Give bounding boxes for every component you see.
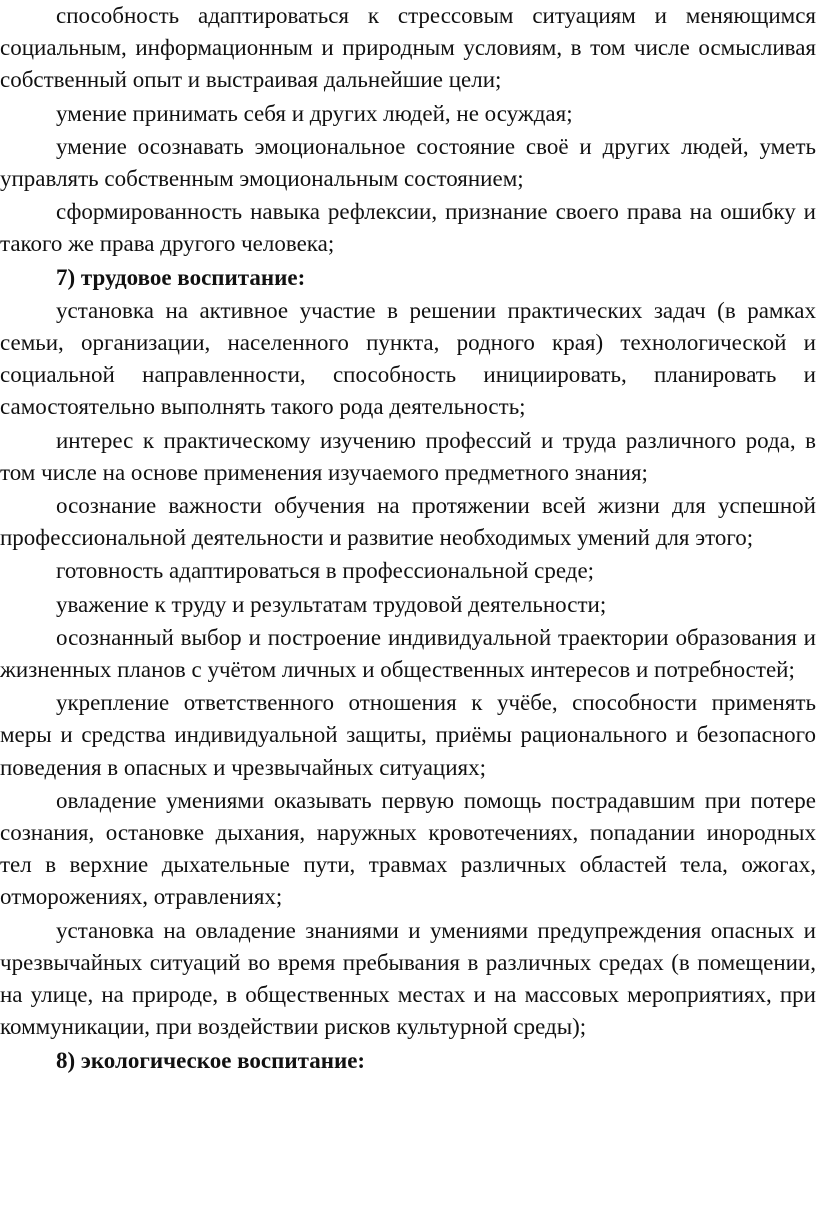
paragraph: установка на овладение знаниями и умениями предупреждения опасных и чрезвычайных ситуаций во время пребывания в различных средах (в помещении, на улице, на природе, в общественных местах и на массовых мероприятиях, при коммуникации, при воздействии рисков культурной среды); (0, 917, 816, 1040)
paragraph: умение принимать себя и других людей, не осуждая; (56, 100, 573, 126)
section-heading: 7) трудовое воспитание: (56, 264, 306, 290)
paragraph: готовность адаптироваться в профессиональной среде; (56, 558, 595, 584)
paragraph: интерес к практическому изучению профессий и труда различного рода, в том числе на основе применения изучаемого предметного знания; (0, 427, 816, 485)
paragraph: установка на активное участие в решении практических задач (в рамках семьи, организации, населенного пункта, родного края) технологической и социальной направленности, способность инициировать, планировать и самостоятельно выполнять такого рода деятельность; (0, 297, 816, 420)
paragraph: умение осознавать эмоциональное состояние своё и других людей, уметь управлять собственным эмоциональным состоянием; (0, 133, 816, 192)
paragraph: сформированность навыка рефлексии, признание своего права на ошибку и такого же права другого человека; (0, 199, 816, 257)
paragraph: уважение к труду и результатам трудовой деятельности; (56, 591, 607, 617)
paragraph: осознанный выбор и построение индивидуальной траектории образования и жизненных планов с учётом личных и общественных интересов и потребностей; (0, 624, 816, 683)
section-heading: 8) экологическое воспитание: (56, 1047, 366, 1073)
paragraph: овладение умениями оказывать первую помощь пострадавшим при потере сознания, остановке дыхания, наружных кровотечениях, попадании инородных тел в верхние дыхательные пути, травмах различных областей тела, ожогах, отморожениях, отравлениях; (0, 787, 816, 910)
paragraph: укрепление ответственного отношения к учёбе, способности применять меры и средства индивидуальной защиты, приёмы рационального и безопасного поведения в опасных и чрезвычайных ситуациях; (0, 690, 816, 780)
paragraph: способность адаптироваться к стрессовым ситуациям и меняющимся социальным, информационным и природным условиям, в том числе осмысливая собственный опыт и выстраивая дальнейшие цели; (0, 3, 816, 93)
paragraph: осознание важности обучения на протяжении всей жизни для успешной профессиональной деятельности и развитие необходимых умений для этого; (0, 493, 816, 551)
